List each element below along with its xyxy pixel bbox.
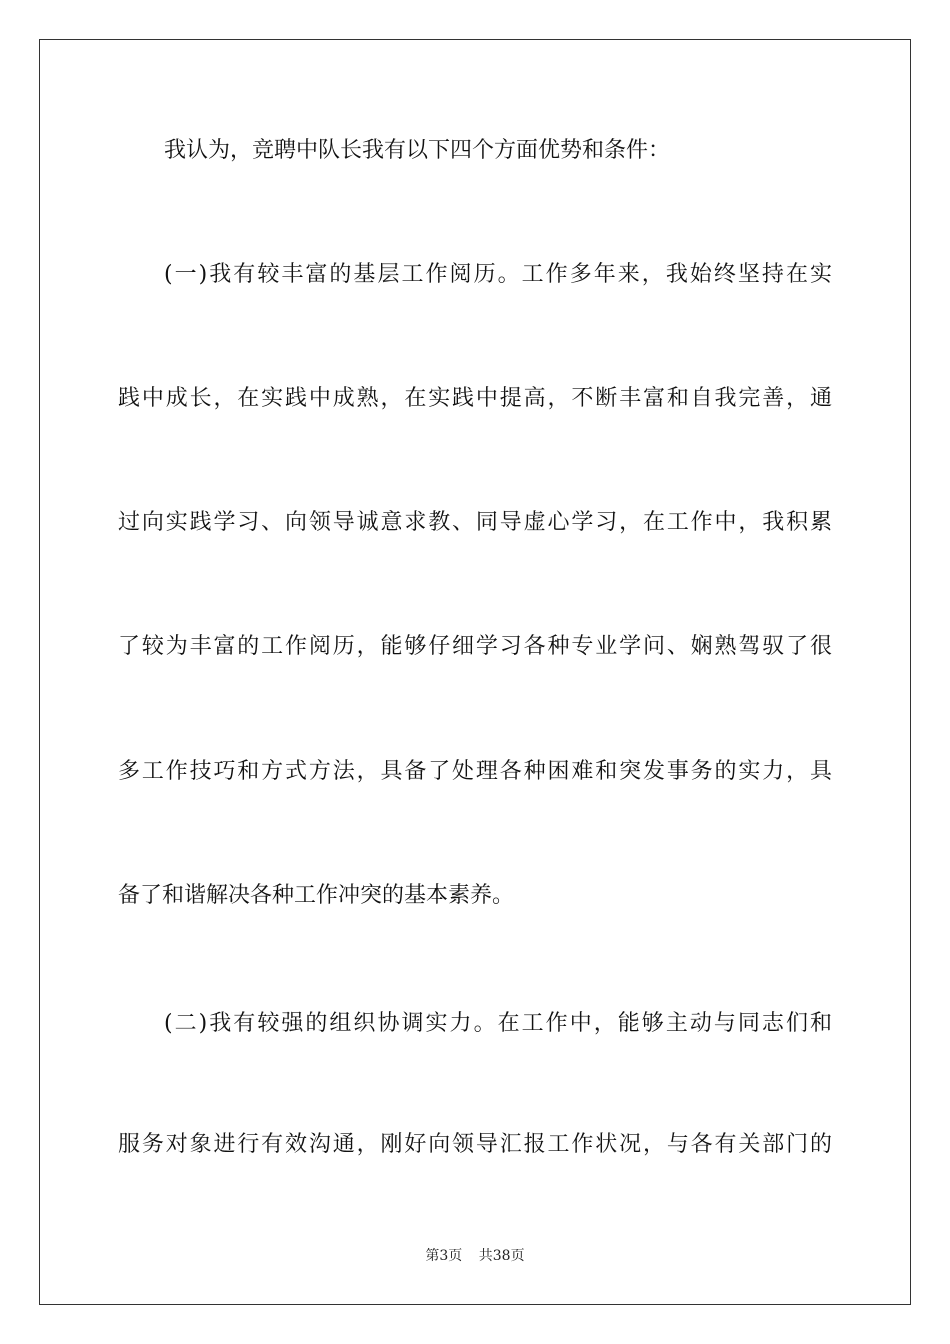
paragraph-1-line-3: 过向实践学习、向领导诚意求教、同导虚心学习，在工作中，我积累 xyxy=(118,510,832,535)
paragraph-1-line-1: (一)我有较丰富的基层工作阅历。工作多年来，我始终坚持在实 xyxy=(164,262,832,287)
paragraph-2-line-2: 服务对象进行有效沟通，刚好向领导汇报工作状况，与各有关部门的 xyxy=(118,1132,832,1157)
page-footer xyxy=(0,1246,950,1266)
paragraph-intro-line: 我认为，竞聘中队长我有以下四个方面优势和条件： xyxy=(164,138,671,163)
page-total: 共38页 xyxy=(478,1248,525,1264)
paragraph-1-line-2: 践中成长，在实践中成熟，在实践中提高，不断丰富和自我完善，通 xyxy=(118,386,832,411)
paragraph-1-line-5: 多工作技巧和方式方法，具备了处理各种困难和突发事务的实力，具 xyxy=(118,759,832,784)
page-border xyxy=(39,39,911,1305)
paragraph-1-line-6: 备了和谐解决各种工作冲突的基本素养。 xyxy=(118,883,515,908)
paragraph-1-line-4: 了较为丰富的工作阅历，能够仔细学习各种专业学问、娴熟驾驭了很 xyxy=(118,634,832,659)
page-number: 第3页 xyxy=(425,1248,463,1264)
paragraph-2-line-1: (二)我有较强的组织协调实力。在工作中，能够主动与同志们和 xyxy=(164,1011,832,1036)
